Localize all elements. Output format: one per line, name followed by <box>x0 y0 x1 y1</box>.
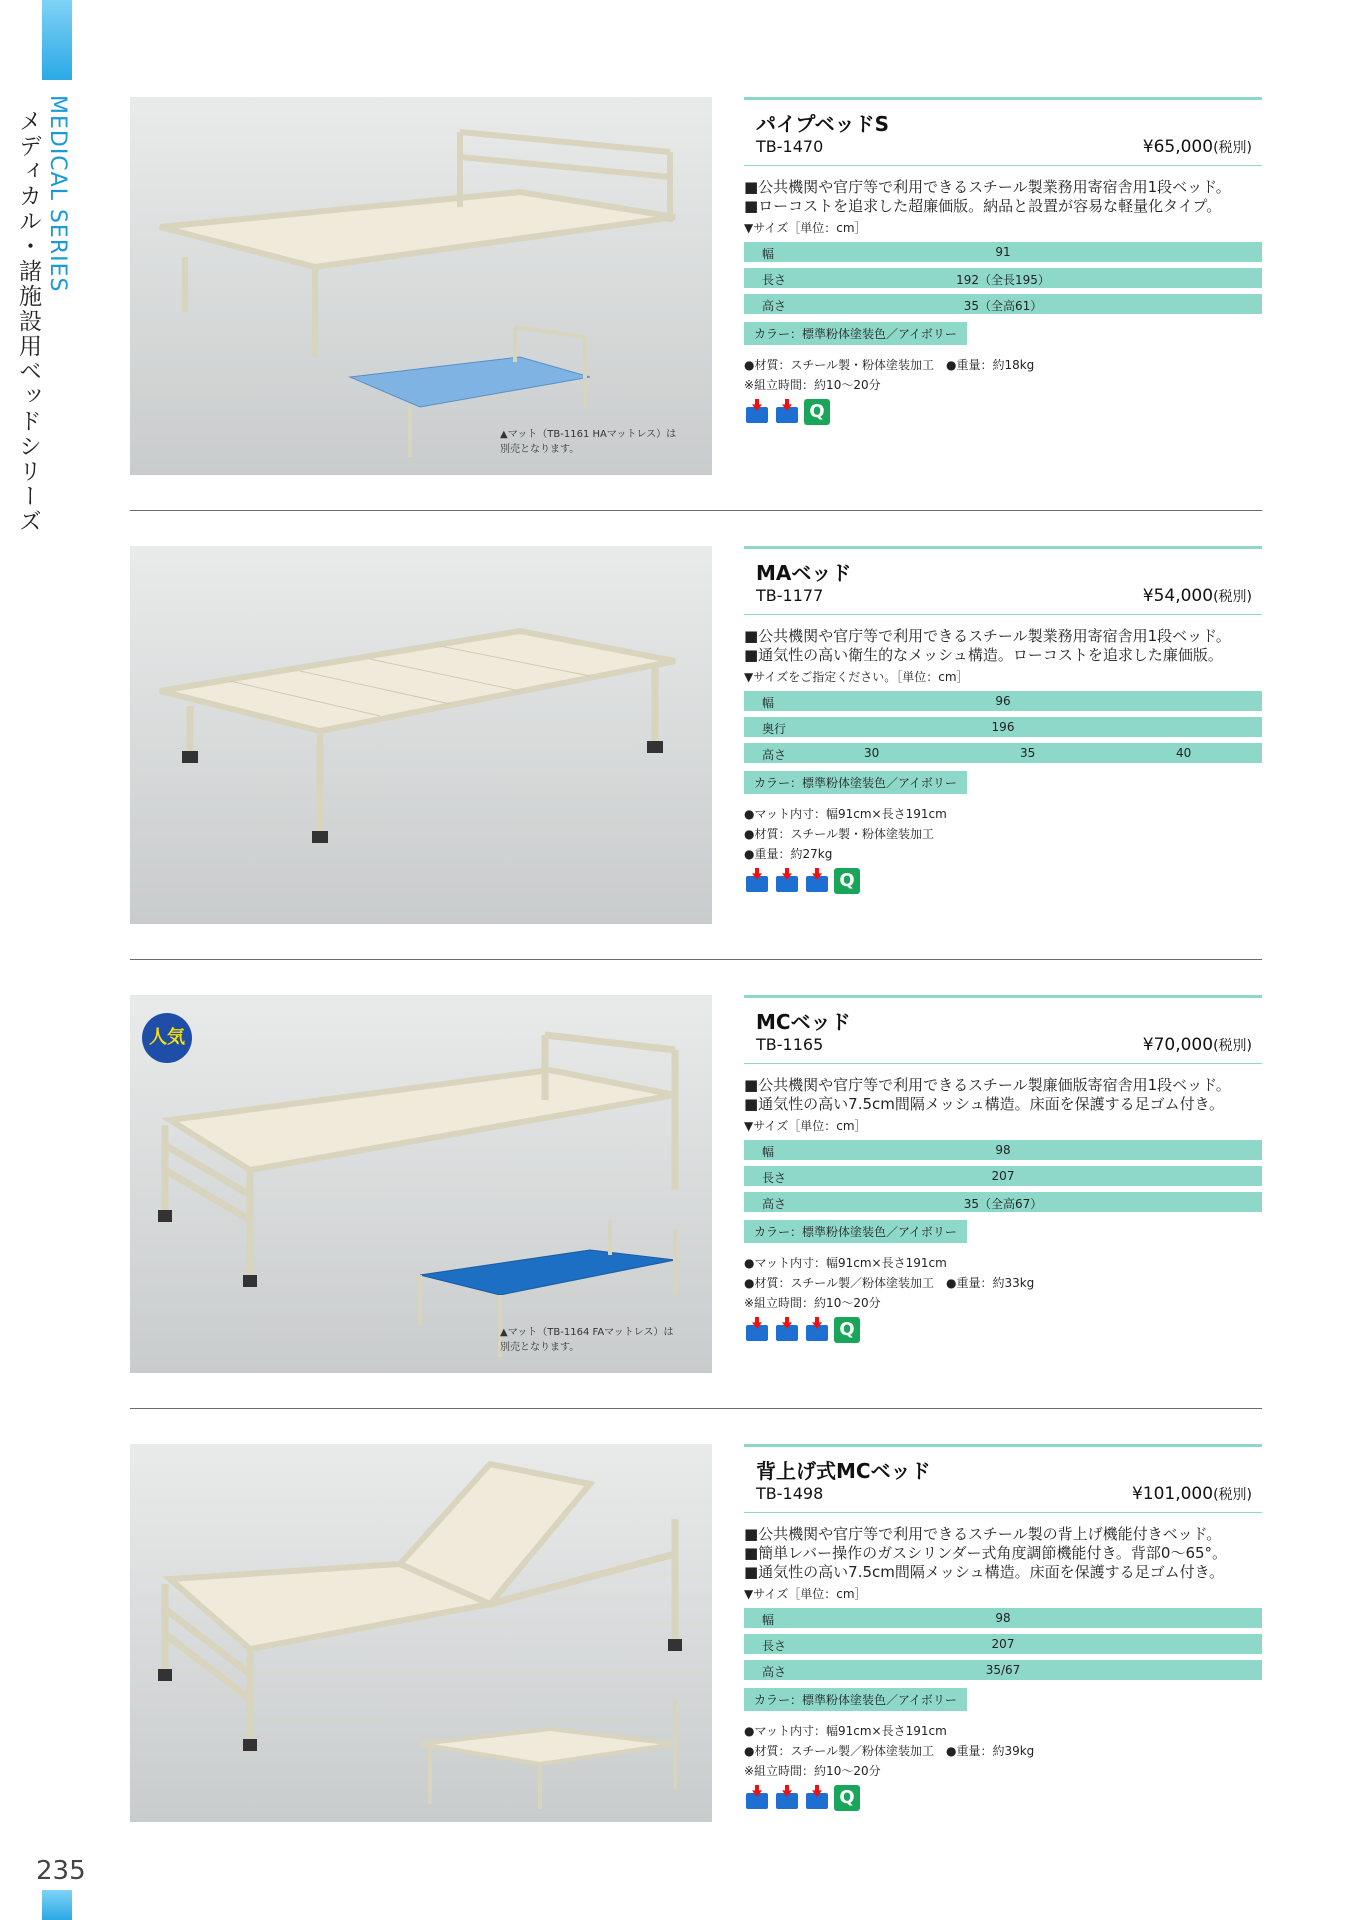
height-option: 35 <box>1020 746 1036 760</box>
product-tb-1165 <box>130 995 1262 1445</box>
price-value: ¥101,000 <box>1131 1484 1214 1504</box>
description-line: ■公共機関や官庁等で利用できるスチール製の背上げ機能付きベッド。 <box>744 1525 1222 1543</box>
sub-rule <box>744 1512 1262 1513</box>
product-price <box>1143 586 1252 606</box>
delivery-cube-icon <box>774 1317 800 1343</box>
size-value: 35（全高67） <box>963 1197 1043 1211</box>
assembly-q-icon: Q <box>834 1785 860 1811</box>
product-info <box>744 546 1262 894</box>
tax-note: (税別) <box>1213 1487 1252 1503</box>
title-rule <box>744 546 1262 549</box>
size-row-depth <box>744 717 1262 737</box>
size-label: 長さ <box>762 273 787 287</box>
size-heading: ▼サイズ［単位：cm］ <box>744 221 867 235</box>
product-description <box>744 1076 1262 1114</box>
product-tb-1498 <box>130 1444 1262 1894</box>
product-description <box>744 178 1262 216</box>
spec-line: ※組立時間：約10～20分 <box>744 1764 881 1778</box>
section-divider <box>130 1408 1262 1409</box>
feature-icons <box>744 399 1262 425</box>
caption-line: ▲マット（TB-1161 HAマットレス）は <box>500 429 677 440</box>
side-series-label <box>15 95 70 534</box>
size-value: 96 <box>995 694 1011 708</box>
assembly-q-icon: Q <box>834 868 860 894</box>
assembly-q-icon: Q <box>834 1317 860 1343</box>
delivery-cube-icon <box>804 1317 830 1343</box>
size-row-width <box>744 691 1262 711</box>
size-label: 高さ <box>762 748 787 762</box>
tax-note: (税別) <box>1213 1038 1252 1054</box>
size-row-height <box>744 294 1262 314</box>
price-value: ¥54,000 <box>1142 586 1214 606</box>
code-price-row <box>744 586 1262 608</box>
spec-line: ●材質：スチール製・粉体塗装加工 <box>744 827 934 841</box>
product-name: パイプベッドS <box>756 112 890 136</box>
product-name: 背上げ式MCベッド <box>756 1459 931 1483</box>
size-label: 幅 <box>762 696 775 710</box>
spec-line: ●重量：約27kg <box>744 847 833 861</box>
description-line: ■簡単レバー操作のガスシリンダー式角度調節機能付き。背部0～65°。 <box>744 1544 1228 1562</box>
section-divider <box>130 959 1262 960</box>
color-tag: カラー：標準粉体塗装色／アイボリー <box>744 1220 967 1243</box>
product-info <box>744 97 1262 425</box>
product-code: TB-1498 <box>756 1484 824 1503</box>
product-code: TB-1470 <box>756 137 824 156</box>
photo-caption <box>500 427 700 457</box>
description-line: ■公共機関や官庁等で利用できるスチール製廉価版寄宿舎用1段ベッド。 <box>744 1076 1231 1094</box>
size-value: 207 <box>991 1637 1015 1651</box>
section-divider <box>130 510 1262 511</box>
product-photo[interactable] <box>130 1444 712 1822</box>
size-row-height <box>744 1660 1262 1680</box>
delivery-cube-icon <box>774 399 800 425</box>
side-category-title: メディカル・諸施設用ベッドシリーズ <box>15 109 41 534</box>
size-row-length <box>744 1634 1262 1654</box>
title-rule <box>744 995 1262 998</box>
code-price-row <box>744 137 1262 159</box>
height-option: 30 <box>864 746 880 760</box>
feature-icons <box>744 1317 1262 1343</box>
side-color-bar-top <box>42 0 72 80</box>
size-heading: ▼サイズ［単位：cm］ <box>744 1587 867 1601</box>
sub-rule <box>744 1063 1262 1064</box>
size-value: 35/67 <box>985 1663 1021 1677</box>
product-code: TB-1165 <box>756 1035 824 1054</box>
code-price-row <box>744 1035 1262 1057</box>
size-row-length <box>744 1166 1262 1186</box>
popular-badge: 人気 <box>142 1013 192 1063</box>
caption-line: ▲マット（TB-1164 FAマットレス）は <box>500 1327 674 1338</box>
description-line: ■公共機関や官庁等で利用できるスチール製業務用寄宿舎用1段ベッド。 <box>744 627 1231 645</box>
size-label: 幅 <box>762 1145 775 1159</box>
product-name: MCベッド <box>756 1010 851 1034</box>
product-price <box>1132 1484 1252 1504</box>
size-value: 207 <box>991 1169 1015 1183</box>
delivery-cube-icon <box>744 868 770 894</box>
spec-line: ●マット内寸：幅91cm×長さ191cm <box>744 1256 947 1270</box>
product-specs <box>744 355 1262 395</box>
product-specs <box>744 1721 1262 1781</box>
side-series-title: MEDICAL SERIES <box>45 95 70 293</box>
size-row-length <box>744 268 1262 288</box>
feature-icons <box>744 868 1262 894</box>
size-label: 高さ <box>762 299 787 313</box>
product-photo[interactable] <box>130 995 712 1373</box>
spec-line: ●材質：スチール製／粉体塗装加工 ●重量：約33kg <box>744 1276 1035 1290</box>
product-tb-1470 <box>130 97 1262 547</box>
product-tb-1177 <box>130 546 1262 996</box>
size-label: 高さ <box>762 1665 787 1679</box>
delivery-cube-icon <box>804 868 830 894</box>
size-value: 35（全高61） <box>963 299 1043 313</box>
caption-line: 別売となります。 <box>500 1342 580 1353</box>
bed-illustration <box>130 97 712 475</box>
tax-note: (税別) <box>1213 589 1252 605</box>
product-photo[interactable] <box>130 97 712 475</box>
size-value: 192（全長195） <box>956 273 1050 287</box>
delivery-cube-icon <box>744 399 770 425</box>
product-photo[interactable] <box>130 546 712 924</box>
delivery-cube-icon <box>804 1785 830 1811</box>
color-tag: カラー：標準粉体塗装色／アイボリー <box>744 771 967 794</box>
description-line: ■通気性の高い7.5cm間隔メッシュ構造。床面を保護する足ゴム付き。 <box>744 1563 1224 1581</box>
product-info <box>744 995 1262 1343</box>
spec-line: ※組立時間：約10～20分 <box>744 1296 881 1310</box>
description-line: ■公共機関や官庁等で利用できるスチール製業務用寄宿舎用1段ベッド。 <box>744 178 1231 196</box>
size-row-width <box>744 1608 1262 1628</box>
sub-rule <box>744 165 1262 166</box>
description-line: ■通気性の高い7.5cm間隔メッシュ構造。床面を保護する足ゴム付き。 <box>744 1095 1224 1113</box>
price-value: ¥65,000 <box>1142 137 1214 157</box>
delivery-cube-icon <box>744 1317 770 1343</box>
caption-line: 別売となります。 <box>500 444 580 455</box>
product-description <box>744 1525 1262 1582</box>
spec-line: ●材質：スチール製・粉体塗装加工 ●重量：約18kg <box>744 358 1035 372</box>
size-label: 長さ <box>762 1171 787 1185</box>
product-name: MAベッド <box>756 561 852 585</box>
size-label: 奥行 <box>762 722 787 736</box>
size-value: 98 <box>995 1611 1011 1625</box>
price-value: ¥70,000 <box>1142 1035 1214 1055</box>
description-line: ■ローコストを追求した超廉価版。納品と設置が容易な軽量化タイプ。 <box>744 197 1222 215</box>
product-specs <box>744 804 1262 864</box>
code-price-row <box>744 1484 1262 1506</box>
product-description <box>744 627 1262 665</box>
delivery-cube-icon <box>744 1785 770 1811</box>
photo-caption <box>500 1325 700 1355</box>
delivery-cube-icon <box>774 868 800 894</box>
size-heading: ▼サイズをご指定ください。［単位：cm］ <box>744 670 969 684</box>
title-rule <box>744 1444 1262 1447</box>
side-color-bar-bottom <box>42 1890 72 1920</box>
spec-line: ●材質：スチール製／粉体塗装加工 ●重量：約39kg <box>744 1744 1035 1758</box>
size-label: 幅 <box>762 247 775 261</box>
size-row-width <box>744 242 1262 262</box>
product-price <box>1143 137 1252 157</box>
size-label: 長さ <box>762 1639 787 1653</box>
color-tag: カラー：標準粉体塗装色／アイボリー <box>744 322 967 345</box>
bed-illustration <box>130 546 712 924</box>
title-rule <box>744 97 1262 100</box>
size-label: 幅 <box>762 1613 775 1627</box>
height-option: 40 <box>1176 746 1192 760</box>
product-info <box>744 1444 1262 1811</box>
product-code: TB-1177 <box>756 586 824 605</box>
size-row-width <box>744 1140 1262 1160</box>
assembly-q-icon: Q <box>804 399 830 425</box>
delivery-cube-icon <box>774 1785 800 1811</box>
description-line: ■通気性の高い衛生的なメッシュ構造。ローコストを追求した廉価版。 <box>744 646 1223 664</box>
sub-rule <box>744 614 1262 615</box>
size-label: 高さ <box>762 1197 787 1211</box>
spec-line: ●マット内寸：幅91cm×長さ191cm <box>744 1724 947 1738</box>
product-specs <box>744 1253 1262 1313</box>
page-number: 235 <box>36 1856 86 1886</box>
bed-illustration <box>130 1444 712 1822</box>
bed-illustration <box>130 995 712 1373</box>
feature-icons <box>744 1785 1262 1811</box>
size-value: 196 <box>991 720 1015 734</box>
size-heading: ▼サイズ［単位：cm］ <box>744 1119 867 1133</box>
spec-line: ●マット内寸：幅91cm×長さ191cm <box>744 807 947 821</box>
size-value: 91 <box>995 245 1011 259</box>
size-value: 98 <box>995 1143 1011 1157</box>
spec-line: ※組立時間：約10～20分 <box>744 378 881 392</box>
color-tag: カラー：標準粉体塗装色／アイボリー <box>744 1688 967 1711</box>
size-row-height <box>744 1192 1262 1212</box>
size-row-height <box>744 743 1262 763</box>
tax-note: (税別) <box>1213 140 1252 156</box>
product-price <box>1143 1035 1252 1055</box>
